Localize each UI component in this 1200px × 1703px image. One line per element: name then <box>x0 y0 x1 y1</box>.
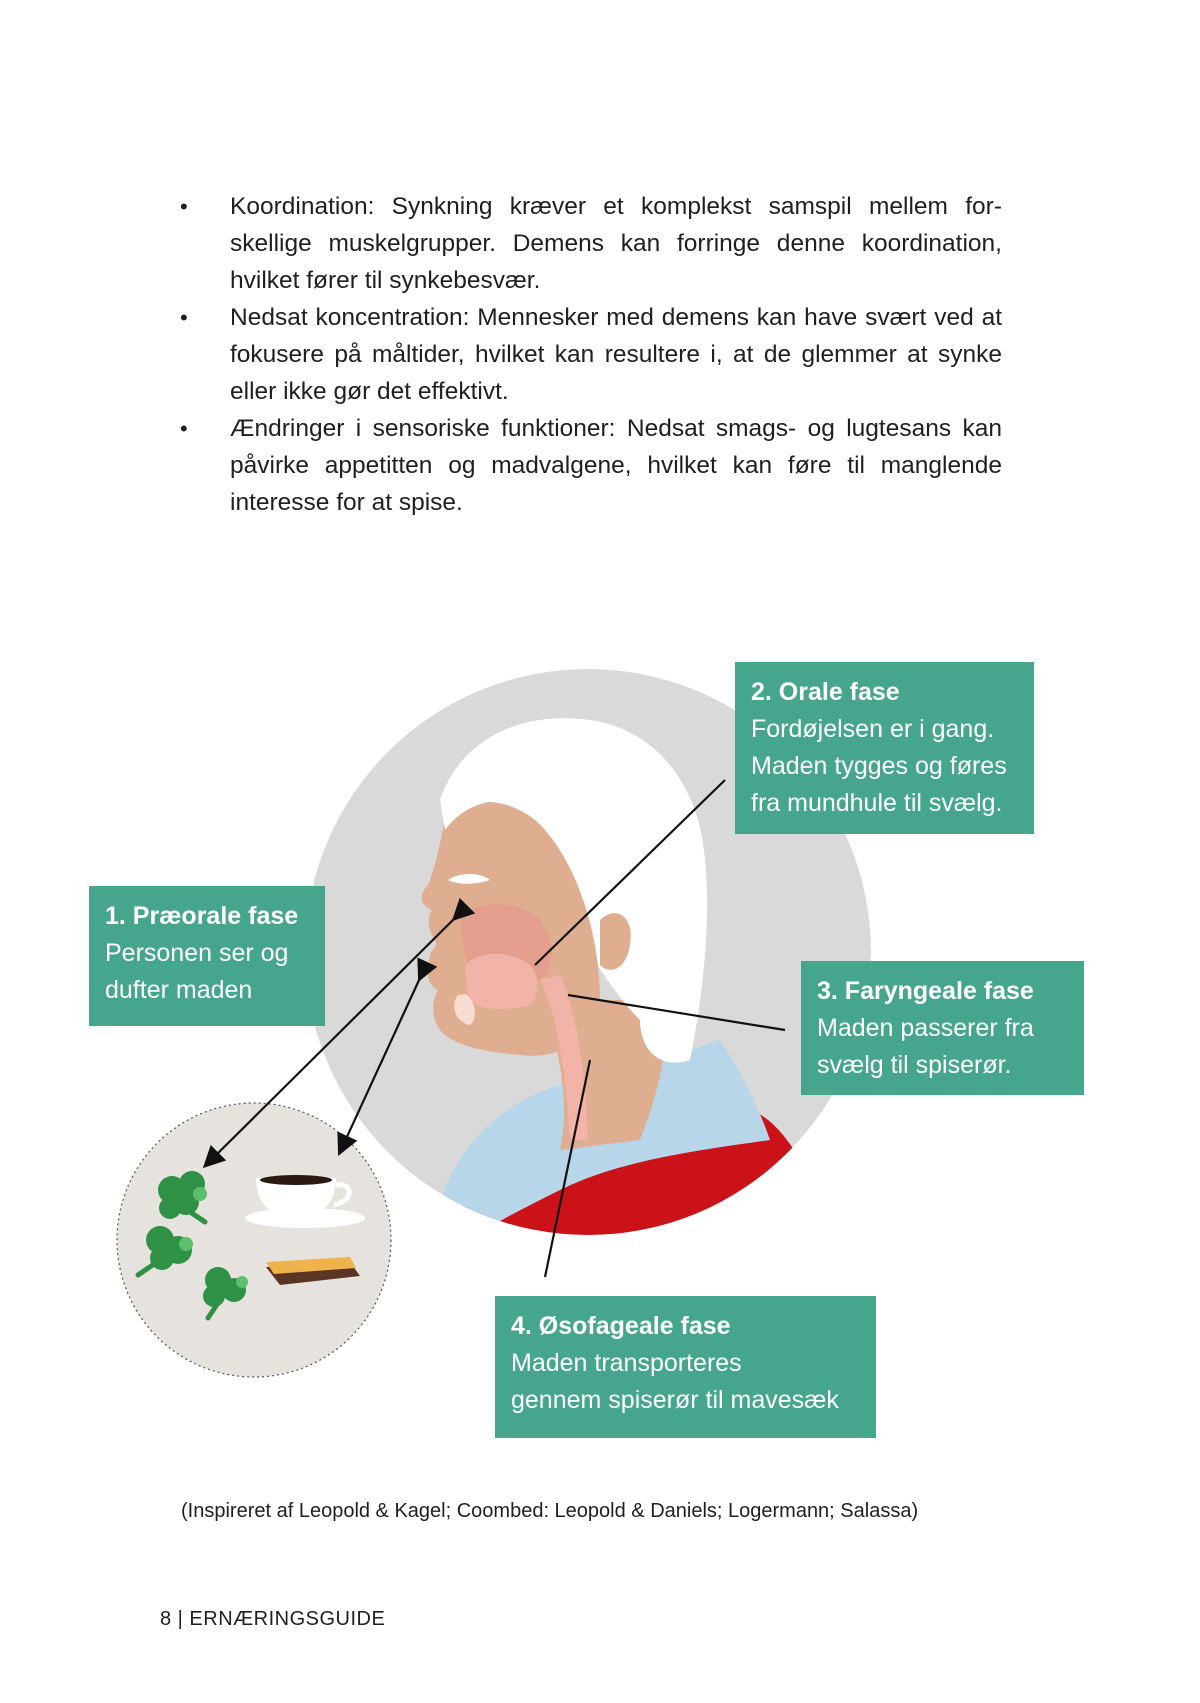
bullet-item-senses <box>180 410 1002 521</box>
source-citation: (Inspireret af Leopold & Kagel; Coombed: Leopold & Daniels; Logermann; Salassa) <box>181 1500 919 1522</box>
bullet-marker: • <box>180 416 188 441</box>
bullet-marker: • <box>180 305 188 330</box>
phase-text: Fordøjelsen er i gang. Maden tygges og føres fra mundhule til svælg. <box>751 715 1007 817</box>
phase-title: 3. Faryngeale fase <box>817 977 1034 1005</box>
bullet-marker: • <box>180 194 188 219</box>
phase-box-preoral <box>89 886 325 1026</box>
phase-box-oral <box>735 662 1034 834</box>
bullet-text: Koordination: Synkning kræver et komplekst samspil mellem forskellige muskelgrupper. Demens kan forringe denne koordination, hvilket fører til synkebesvær. <box>230 193 1002 294</box>
phase-text: Personen ser og dufter maden <box>105 939 289 1004</box>
phase-title: 2. Orale fase <box>751 678 900 706</box>
page-footer: 8 | ERNÆRINGSGUIDE <box>160 1608 386 1630</box>
bullet-text: Nedsat koncentration: Mennesker med demens kan have svært ved at fokusere på måltider, hvilket kan resultere i, at de glemmer at synke eller ikke gør det effektivt. <box>230 304 1002 405</box>
bullet-item-concentration <box>180 299 1002 410</box>
bullet-text: Ændringer i sensoriske funktioner: Nedsat smags- og lugtesans kan påvirke appetitten og madvalgene, hvilket kan føre til manglende interesse for at spise. <box>230 415 1002 516</box>
phase-box-pharyngeal <box>801 961 1084 1095</box>
swallowing-phases-figure <box>0 640 1200 1460</box>
bullet-item-coordination <box>180 188 1002 299</box>
phase-box-esophageal <box>495 1296 876 1438</box>
coffee-shape <box>260 1175 332 1185</box>
bullet-list <box>180 188 1002 521</box>
phase-title: 4. Øsofageale fase <box>511 1312 731 1340</box>
phase-title: 1. Præorale fase <box>105 902 299 930</box>
phase-text: Maden passerer fra svælg til spiserør. <box>817 1014 1034 1079</box>
phase-text: Maden transporteres gennem spiserør til mavesæk <box>511 1349 839 1414</box>
